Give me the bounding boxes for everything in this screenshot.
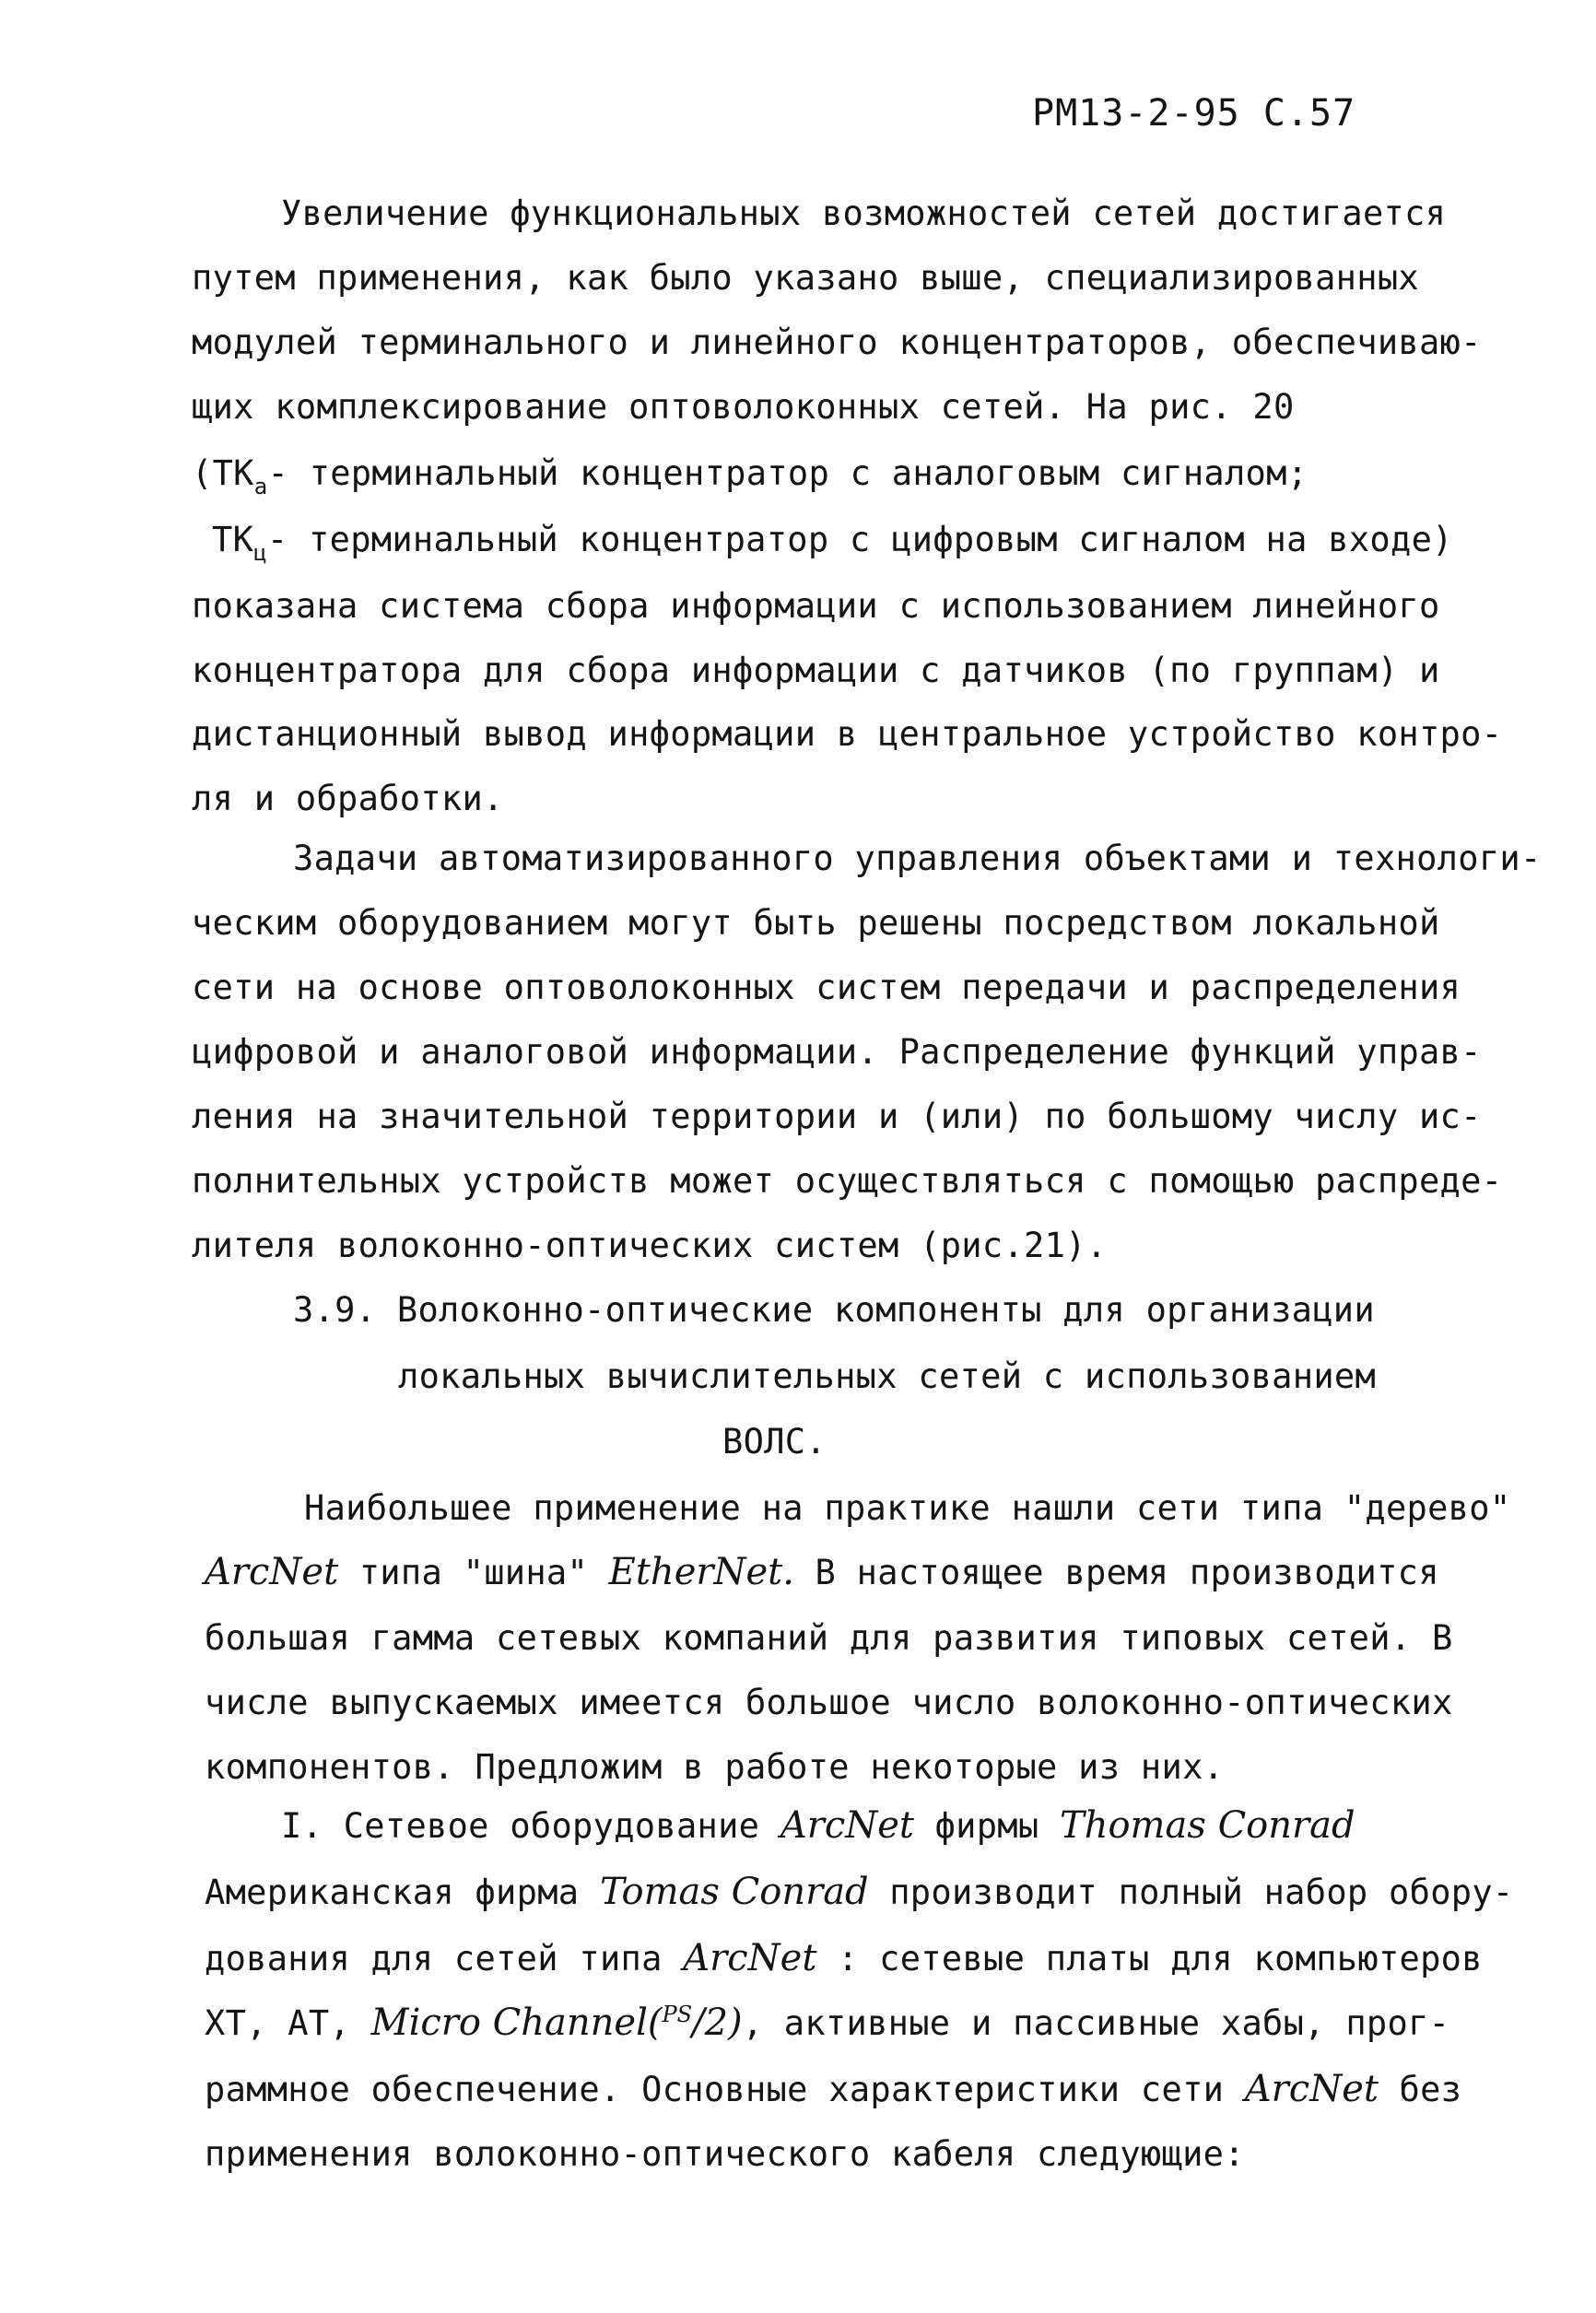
arcnet-handwritten: ArcNet bbox=[205, 1551, 339, 1593]
page-header: РМ13-2-95 С.57 bbox=[1032, 92, 1356, 135]
tk-a-label: (ТК bbox=[192, 453, 254, 493]
software-text: раммное обеспечение. Основные характеристики сети bbox=[205, 2070, 1225, 2109]
paragraph-4-line-6: применения волоконно-оптического кабеля следующие: bbox=[205, 2134, 1245, 2174]
paragraph-4-line-5 bbox=[205, 2068, 1461, 2110]
paragraph-4-line-3 bbox=[205, 1937, 1483, 1979]
arcnet-handwritten: ArcNet bbox=[780, 1804, 914, 1847]
paragraph-3-line-2 bbox=[205, 1551, 1439, 1593]
ps2-suffix: /2) bbox=[692, 2002, 743, 2044]
tk-a-subscript: а bbox=[253, 474, 268, 499]
tk-c-label: ТК bbox=[212, 520, 254, 559]
paragraph-4-line-1 bbox=[281, 1804, 1355, 1847]
without-text: без bbox=[1399, 2070, 1462, 2109]
arcnet-handwritten: ArcNet bbox=[1244, 2068, 1379, 2110]
paragraph-1-line-4: щих комплексирование оптоволоконных сетей. На рис. 20 bbox=[192, 387, 1295, 427]
section-heading-line-2: локальных вычислительных сетей с использованием bbox=[398, 1356, 1377, 1396]
tk-c-subscript: ц bbox=[253, 540, 267, 566]
produces-text: производит полный набор обору- bbox=[889, 1873, 1514, 1912]
paragraph-3-line-3: большая гамма сетевых компаний для развития типовых сетей. В bbox=[205, 1618, 1453, 1658]
equipment-heading-text: I. Сетевое оборудование bbox=[281, 1806, 760, 1846]
paragraph-1-line-6 bbox=[212, 520, 1453, 566]
paragraph-2-line-2: ческим оборудованием могут быть решены посредством локальной bbox=[192, 903, 1440, 943]
paragraph-3-line-5: компонентов. Предложим в работе некоторые из них. bbox=[205, 1747, 1225, 1787]
hubs-text: , активные и пассивные хабы, прог- bbox=[742, 2003, 1450, 2043]
paragraph-2-line-1: Задачи автоматизированного управления объектами и технологи- bbox=[293, 839, 1542, 878]
paragraph-4-line-2 bbox=[205, 1871, 1514, 1913]
paragraph-1-line-2: путем применения, как было указано выше, специализированных bbox=[192, 258, 1419, 298]
network-cards-text: : сетевые платы для компьютеров bbox=[837, 1939, 1483, 1978]
production-text: В настоящее время производится bbox=[815, 1553, 1439, 1592]
ps-superscript: PS bbox=[662, 2002, 693, 2027]
paragraph-1-line-8: концентратора для сбора информации с датчиков (по группам) и bbox=[192, 651, 1440, 690]
tk-c-description: - терминальный концентратор с цифровым сигналом на входе) bbox=[266, 520, 1453, 559]
tk-a-description: - терминальный концентратор с аналоговым сигналом; bbox=[267, 453, 1308, 493]
american-company-text: Американская фирма bbox=[205, 1873, 580, 1912]
paragraph-3-line-1: Наибольшее применение на практике нашли сети типа "дерево" bbox=[304, 1488, 1511, 1528]
paragraph-2-line-5: ления на значительной территории и (или) по большому числу ис- bbox=[192, 1097, 1482, 1136]
paragraph-2-line-3: сети на основе оптоволоконных систем передачи и распределения bbox=[192, 968, 1461, 1007]
paragraph-3-line-4: числе выпускаемых имеется большое число волоконно-оптических bbox=[205, 1683, 1453, 1722]
arcnet-handwritten: ArcNet bbox=[683, 1937, 817, 1979]
paragraph-4-line-4 bbox=[205, 2002, 1449, 2044]
paragraph-1-line-3: модулей терминального и линейного концентраторов, обеспечиваю- bbox=[192, 323, 1482, 362]
paragraph-2-line-6: полнительных устройств может осуществляться с помощью распреде- bbox=[192, 1161, 1503, 1201]
micro-channel-handwritten bbox=[371, 2002, 743, 2044]
tomas-conrad-handwritten: Tomas Conrad bbox=[599, 1871, 869, 1913]
xt-at-text: XT, AT, bbox=[205, 2003, 351, 2043]
equipment-for-text: дования для сетей типа bbox=[205, 1939, 663, 1978]
paragraph-2-line-7: лителя волоконно-оптических систем (рис.21). bbox=[192, 1226, 1108, 1265]
bus-type-text: типа "шина" bbox=[358, 1553, 589, 1592]
micro-channel-text: Micro Channel( bbox=[370, 2002, 663, 2044]
ethernet-handwritten: EtherNet. bbox=[608, 1551, 794, 1593]
company-label: фирмы bbox=[934, 1806, 1039, 1846]
paragraph-1-line-1: Увеличение функциональных возможностей сетей достигается bbox=[281, 194, 1447, 233]
section-heading-line-1: 3.9. Волоконно-оптические компоненты для организации bbox=[293, 1290, 1375, 1330]
paragraph-1-line-5 bbox=[192, 453, 1308, 499]
paragraph-1-line-10: ля и обработки. bbox=[192, 779, 504, 818]
paragraph-1-line-9: дистанционный вывод информации в центральное устройство контро- bbox=[192, 714, 1503, 754]
section-heading-line-3: ВОЛС. bbox=[722, 1422, 827, 1462]
thomas-conrad-handwritten: Thomas Conrad bbox=[1060, 1804, 1355, 1847]
paragraph-1-line-7: показана система сбора информации с использованием линейного bbox=[192, 586, 1440, 626]
paragraph-2-line-4: цифровой и аналоговой информации. Распределение функций управ- bbox=[192, 1032, 1482, 1072]
